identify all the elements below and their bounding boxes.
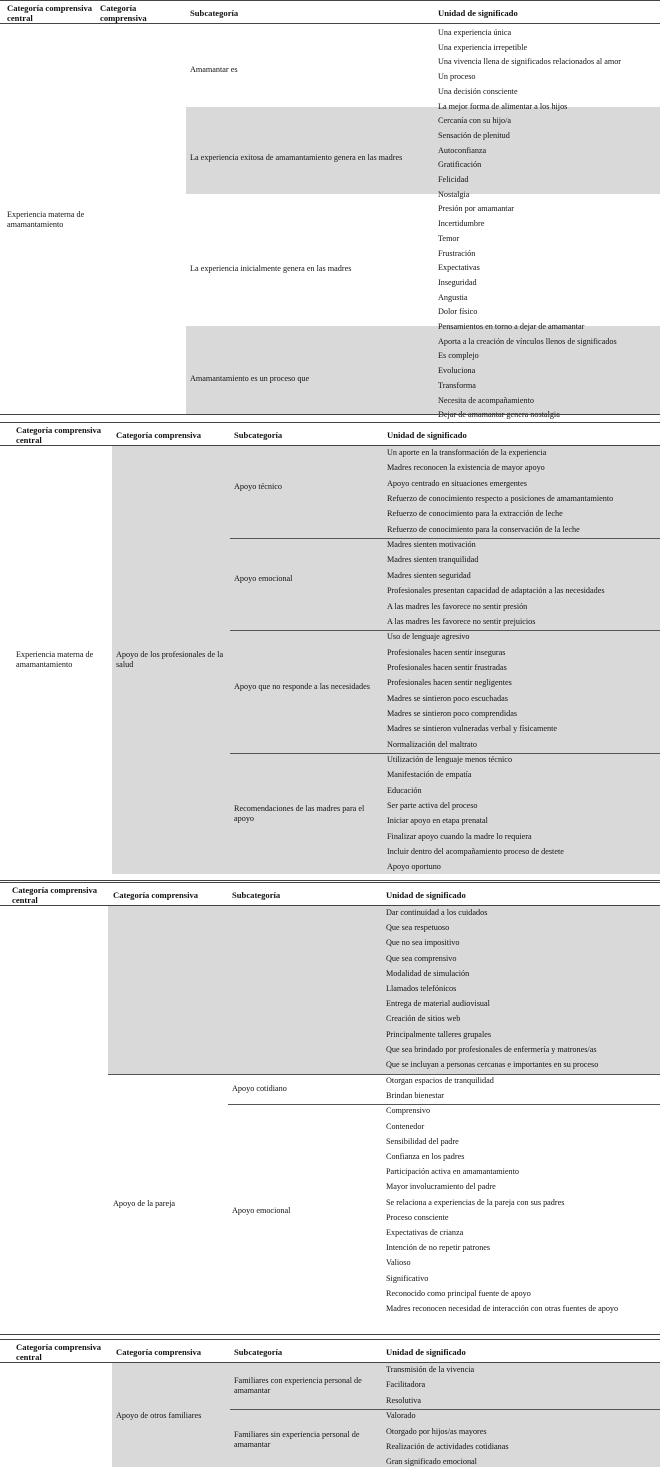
meaning-unit: Confianza en los padres — [386, 1152, 465, 1161]
meaning-unit: Cercanía con su hijo/a — [438, 116, 511, 126]
header-subcategoria: Subcategoría — [234, 1347, 283, 1357]
meaning-unit: Expectativas de crianza — [386, 1228, 464, 1237]
table-3-header — [0, 882, 660, 906]
comprensive-category: Apoyo de los profesionales de la salud — [116, 650, 224, 669]
meaning-unit: Incluir dentro del acompañamiento proceso de destete — [387, 847, 564, 857]
meaning-unit: Comprensivo — [386, 1106, 431, 1116]
meaning-unit: Madres se sintieron poco escuchadas — [387, 693, 508, 703]
meaning-unit: A las madres les favorece no sentir presión — [387, 601, 528, 611]
subcategory: Amamantar es — [190, 65, 238, 75]
meaning-unit: Felicidad — [438, 175, 469, 184]
subcategory: Apoyo que no responde a las necesidades — [234, 681, 370, 691]
header-subcategoria: Subcategoría — [234, 430, 283, 440]
meaning-unit: Madres sienten tranquilidad — [387, 555, 479, 565]
header-unidad: Unidad de significado — [386, 1347, 466, 1357]
table-3-bottom-rule — [0, 1334, 660, 1335]
table-4-header — [0, 1339, 660, 1363]
meaning-unit: Aporta a la creación de vínculos llenos de significados — [438, 336, 617, 346]
comprensive-category: Apoyo de la pareja — [113, 1199, 176, 1208]
meaning-unit: Refuerzo de conocimiento para la conservación de la leche — [387, 524, 580, 534]
meaning-unit: Frustración — [438, 248, 476, 258]
meaning-unit: Evoluciona — [438, 366, 476, 376]
header-comprensiva: Categoría comprensiva — [100, 3, 147, 23]
meaning-unit: Creación de sitios web — [386, 1014, 461, 1024]
meaning-unit: Transmisión de la vivencia — [386, 1365, 475, 1374]
central-category: Experiencia materna de amamantamiento — [16, 650, 94, 669]
group-divider — [230, 630, 660, 631]
meaning-unit: Brindan bienestar — [386, 1091, 444, 1101]
meaning-unit: Que no sea impositivo — [386, 938, 460, 948]
meaning-unit: Es complejo — [438, 351, 479, 361]
group-divider — [230, 538, 660, 539]
meaning-unit: Autoconfianza — [438, 145, 487, 155]
meaning-unit: Modalidad de simulación — [386, 968, 470, 978]
meaning-unit: Proceso consciente — [386, 1212, 449, 1222]
subcategory: Apoyo emocional — [234, 574, 293, 584]
meaning-unit: Angustia — [438, 292, 468, 302]
meaning-unit: Que se incluyan a personas cercanas e importantes en su proceso — [386, 1060, 599, 1069]
central-category: Experiencia materna de amamantamiento — [7, 210, 85, 229]
subcategory: La experiencia inicialmente genera en las madres — [190, 263, 352, 273]
meaning-unit: Inseguridad — [438, 277, 477, 287]
subcategory: Familiares con experiencia personal de amamantar — [234, 1376, 362, 1396]
table-1-header — [0, 0, 660, 24]
header-unidad: Unidad de significado — [387, 430, 467, 440]
header-unidad: Unidad de significado — [386, 890, 466, 900]
meaning-unit: Madres sienten motivación — [387, 540, 476, 550]
header-unidad: Unidad de significado — [438, 8, 518, 18]
meaning-unit: Pensamientos en torno a dejar de amamantar — [438, 322, 585, 331]
header-central: Categoría comprensiva central — [12, 885, 98, 905]
subcategory: Apoyo emocional — [232, 1205, 291, 1215]
meaning-unit: Refuerzo de conocimiento respecto a posiciones de amamantamiento — [387, 494, 614, 504]
meaning-unit: Madres sienten seguridad — [387, 570, 471, 580]
meaning-unit: Incertidumbre — [438, 219, 485, 229]
header-central: Categoría comprensiva central — [16, 1342, 102, 1362]
meaning-unit: Sensación de plenitud — [438, 130, 510, 140]
meaning-unit: Apoyo oportuno — [387, 862, 441, 872]
meaning-unit: Valorado — [386, 1411, 416, 1421]
meaning-unit: Normalización del maltrato — [387, 739, 478, 749]
group-divider — [108, 1074, 660, 1075]
meaning-unit: Presión por amamantar — [438, 204, 514, 214]
meaning-unit: Madres reconocen necesidad de interacción con otras fuentes de apoyo — [386, 1304, 619, 1313]
subcategory: Apoyo técnico — [234, 482, 282, 492]
header-comprensiva: Categoría comprensiva — [116, 430, 202, 440]
meaning-unit: Que sea respetuoso — [386, 923, 450, 933]
meaning-unit: Dar continuidad a los cuidados — [386, 908, 488, 917]
meaning-unit: Realización de actividades cotidianas — [386, 1442, 509, 1451]
meaning-unit: Expectativas — [438, 263, 480, 273]
meaning-unit: Resolutiva — [386, 1395, 422, 1405]
subcategory: Recomendaciones de las madres para el apoyo — [234, 804, 365, 824]
meaning-unit: La mejor forma de alimentar a los hijos — [438, 101, 568, 111]
meaning-unit: Contenedor — [386, 1121, 425, 1131]
header-central: Categoría comprensiva central — [16, 425, 102, 445]
table-2-bottom-rule — [0, 880, 660, 881]
meaning-unit: Uso de lenguaje agresivo — [387, 632, 470, 642]
meaning-unit: Nostalgia — [438, 189, 470, 199]
meaning-unit: Dolor físico — [438, 307, 478, 317]
meaning-unit: Temor — [438, 233, 460, 243]
meaning-unit: Una experiencia única — [438, 28, 512, 37]
meaning-unit: Entrega de material audiovisual — [386, 999, 490, 1009]
meaning-unit: Profesionales hacen sentir frustradas — [387, 662, 507, 672]
meaning-unit: Sensibilidad del padre — [386, 1136, 459, 1146]
meaning-unit: Ser parte activa del proceso — [387, 801, 478, 811]
meaning-unit: Facilitadora — [386, 1380, 426, 1390]
subcategory: Familiares sin experiencia personal de amamantar — [234, 1430, 360, 1449]
meaning-unit: Participación activa en amamantamiento — [386, 1167, 519, 1177]
table-2-header — [0, 422, 660, 446]
meaning-unit: Intención de no repetir patrones — [386, 1243, 491, 1253]
meaning-unit: Una decisión consciente — [438, 86, 518, 96]
meaning-unit: Principalmente talleres grupales — [386, 1029, 492, 1039]
meaning-unit: Madres se sintieron vulneradas verbal y físicamente — [387, 724, 558, 734]
meaning-unit: Significativo — [386, 1273, 429, 1283]
meaning-unit: Una vivencia llena de significados relacionados al amor — [438, 57, 622, 67]
meaning-unit: Iniciar apoyo en etapa prenatal — [387, 816, 488, 826]
group-divider — [228, 1104, 660, 1105]
meaning-unit: Que sea comprensivo — [386, 953, 457, 963]
meaning-unit: Otorgan espacios de tranquilidad — [386, 1076, 494, 1085]
meaning-unit: Utilización de lenguaje menos técnico — [387, 755, 513, 764]
meaning-unit: Madres se sintieron poco comprendidas — [387, 708, 518, 718]
meaning-unit: Reconocido como principal fuente de apoyo — [386, 1288, 531, 1298]
header-comprensiva: Categoría comprensiva — [113, 890, 199, 900]
meaning-unit: Un aporte en la transformación de la experiencia — [387, 448, 547, 457]
meaning-unit: Finalizar apoyo cuando la madre lo requiera — [387, 831, 532, 841]
comprensive-category: Apoyo de otros familiares — [116, 1411, 202, 1420]
meaning-unit: Refuerzo de conocimiento para la extracción de leche — [387, 509, 563, 519]
header-comprensiva: Categoría comprensiva — [116, 1347, 202, 1357]
meaning-unit: Transforma — [438, 380, 476, 390]
shaded-group — [186, 107, 660, 194]
meaning-unit: Una experiencia irrepetible — [438, 42, 528, 52]
meaning-unit: Madres reconocen la existencia de mayor apoyo — [387, 463, 545, 473]
meaning-unit: Gran significado emocional — [386, 1457, 477, 1467]
meaning-unit: Mayor involucramiento del padre — [386, 1182, 496, 1192]
meaning-unit: Apoyo centrado en situaciones emergentes — [387, 478, 527, 488]
meaning-unit: Dejar de amamantar genera nostalgia — [438, 410, 560, 420]
group-divider — [230, 1409, 660, 1410]
subcategory: Apoyo cotidiano — [232, 1084, 287, 1094]
subcategory: Amamantamiento es un proceso que — [190, 373, 310, 383]
meaning-unit: Necesita de acompañamiento — [438, 395, 534, 405]
meaning-unit: Se relaciona a experiencias de la pareja con sus padres — [386, 1197, 565, 1207]
meaning-unit: Otorgado por hijos/as mayores — [386, 1426, 487, 1436]
subcategory: La experiencia exitosa de amamantamiento genera en las madres — [190, 153, 403, 163]
meaning-unit: A las madres les favorece no sentir prejuicios — [387, 616, 536, 626]
meaning-unit: Llamados telefónicos — [386, 984, 457, 993]
meaning-unit: Que sea brindado por profesionales de enfermería y matrones/as — [386, 1044, 597, 1054]
meaning-unit: Profesionales hacen sentir inseguras — [387, 647, 506, 657]
group-divider — [230, 753, 660, 754]
meaning-unit: Gratificación — [438, 160, 482, 170]
meaning-unit: Profesionales hacen sentir negligentes — [387, 678, 512, 688]
header-central: Categoría comprensiva central — [7, 3, 93, 23]
meaning-unit: Valioso — [386, 1258, 411, 1268]
table-1-bottom-rule — [0, 414, 660, 415]
header-subcategoria: Subcategoría — [190, 8, 239, 18]
meaning-unit: Manifestación de empatía — [387, 770, 472, 780]
meaning-unit: Profesionales presentan capacidad de adaptación a las necesidades — [387, 586, 605, 596]
meaning-unit: Educación — [387, 785, 422, 795]
header-subcategoria: Subcategoría — [232, 890, 281, 900]
meaning-unit: Un proceso — [438, 72, 476, 82]
